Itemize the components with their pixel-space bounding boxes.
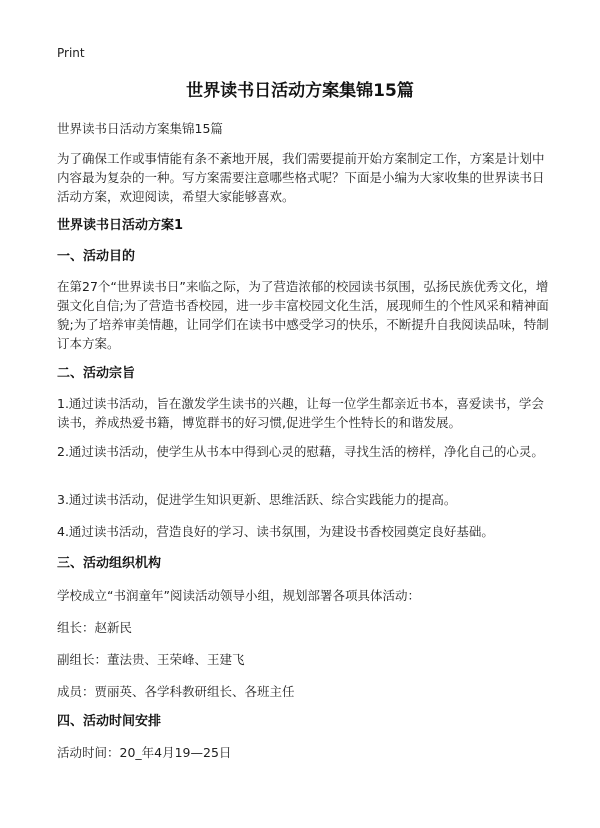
aim-item-3: 3.通过读书活动，促进学生知识更新、思维活跃、综合实践能力的提高。: [57, 492, 457, 507]
aim-item-4: 4.通过读书活动，营造良好的学习、读书氛围，为建设书香校园奠定良好基础。: [57, 524, 494, 539]
section-heading-purpose: 一、活动目的: [57, 249, 136, 264]
section-heading-aim: 二、活动宗旨: [57, 366, 136, 381]
page-title: 世界读书日活动方案集锦15篇: [186, 81, 414, 101]
leader-line: 组长：赵新民: [57, 620, 133, 635]
members-line: 成员：贾丽英、各学科教研组长、各班主任: [57, 684, 295, 699]
organization-intro: 学校成立“书润童年”阅读活动领导小组，规划部署各项具体活动：: [57, 588, 420, 603]
purpose-paragraph: 在第27个“世界读书日”来临之际，为了营造浓郁的校园读书氛围，弘扬民族优秀文化，增强文化自信;为了营造书香校园，进一步丰富校园文化生活，展现师生的个性风采和精神面貌;为了培养审美情趣，让同学们在读书中感受学习的快乐，不断提升自我阅读品味，特制订本方案。: [57, 279, 549, 351]
aim-item-1: 1.通过读书活动，旨在激发学生读书的兴趣，让每一位学生都亲近书本，喜爱读书，学会读书，养成热爱书籍，博览群书的好习惯,促进学生个性特长的和谐发展。: [57, 396, 544, 430]
vice-leader-line: 副组长：董法贵、王荣峰、王建飞: [57, 652, 245, 667]
section-heading-organization: 三、活动组织机构: [57, 556, 162, 571]
intro-paragraph: 为了确保工作或事情能有条不紊地开展，我们需要提前开始方案制定工作，方案是计划中内容最为复杂的一种。写方案需要注意哪些格式呢？下面是小编为大家收集的世界读书日活动方案，欢迎阅读，希望大家能够喜欢。: [57, 151, 545, 204]
section-heading-schedule: 四、活动时间安排: [57, 714, 162, 729]
activity-time-line: 活动时间：20_年4月19—25日: [57, 745, 232, 760]
plan-title: 世界读书日活动方案1: [57, 218, 184, 233]
aim-item-2: 2.通过读书活动，使学生从书本中得到心灵的慰藉，寻找生活的榜样，净化自己的心灵。: [57, 444, 544, 459]
print-link[interactable]: Print: [57, 46, 85, 60]
article-subtitle: 世界读书日活动方案集锦15篇: [57, 121, 223, 136]
